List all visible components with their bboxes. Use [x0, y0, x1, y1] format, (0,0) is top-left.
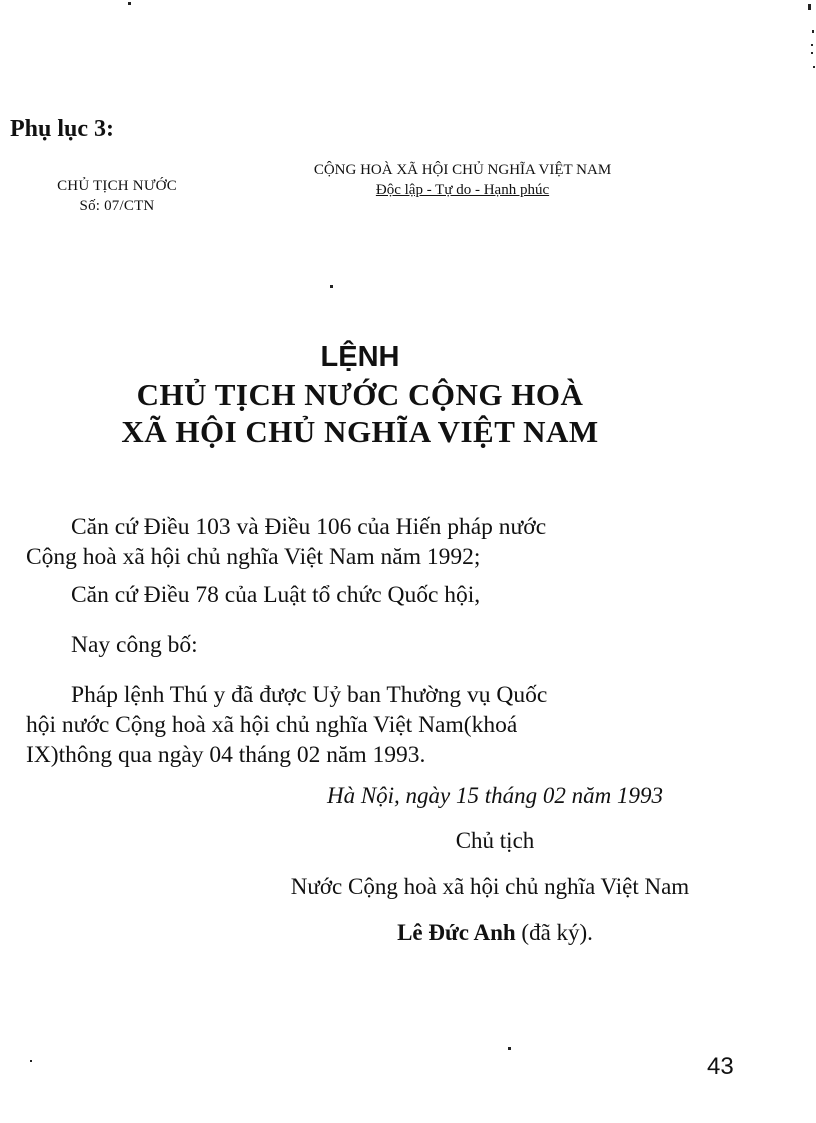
issuer-header: [22, 176, 212, 216]
national-header: [240, 160, 685, 200]
scan-speck: [330, 285, 333, 288]
body-line: Cộng hoà xã hội chủ nghĩa Việt Nam năm 1992;: [26, 544, 481, 570]
scan-speck: [811, 52, 813, 54]
body-paragraph-1: [26, 512, 726, 572]
scan-speck: [128, 2, 131, 5]
body-line: Pháp lệnh Thú y đã được Uỷ ban Thường vụ Quốc: [71, 682, 548, 708]
document-title: [60, 338, 660, 450]
title-line-2: CHỦ TỊCH NƯỚC CỘNG HOÀ: [136, 377, 584, 412]
body-paragraph-2: Căn cứ Điều 78 của Luật tổ chức Quốc hội,: [71, 582, 481, 608]
body-line: Căn cứ Điều 103 và Điều 106 của Hiến pháp nước: [71, 514, 547, 540]
signed-note: (đã ký).: [521, 920, 593, 945]
scan-speck: [813, 66, 815, 68]
issuer-title: CHỦ TỊCH NƯỚC: [57, 178, 177, 194]
signer-organization: Nước Cộng hoà xã hội chủ nghĩa Việt Nam: [290, 874, 690, 899]
scan-speck: [811, 44, 813, 46]
signer-line: [255, 918, 735, 948]
appendix-label: Phụ lục 3:: [10, 116, 115, 142]
body-paragraph-4: [26, 680, 726, 770]
body-line: IX)thông qua ngày 04 tháng 02 năm 1993.: [26, 742, 426, 768]
body-line: hội nước Cộng hoà xã hội chủ nghĩa Việt Nam(khoá: [26, 712, 518, 738]
signer-name: Lê Đức Anh: [397, 920, 516, 945]
title-line-3: XÃ HỘI CHỦ NGHĨA VIỆT NAM: [121, 414, 599, 449]
page-number: 43: [707, 1053, 734, 1080]
country-name: CỘNG HOÀ XÃ HỘI CHỦ NGHĨA VIỆT NAM: [313, 162, 612, 178]
body-paragraph-3: Nay công bố:: [71, 632, 198, 658]
signer-position: Chủ tịch: [455, 828, 535, 853]
national-motto: Độc lập - Tự do - Hạnh phúc: [375, 182, 550, 198]
document-number: Số: 07/CTN: [79, 198, 155, 214]
scan-speck: [808, 4, 811, 10]
title-main: LỆNH: [320, 341, 400, 373]
place-date: Hà Nội, ngày 15 tháng 02 năm 1993: [326, 783, 664, 808]
scan-speck: [508, 1047, 511, 1050]
scan-speck: [812, 30, 814, 33]
scan-speck: [30, 1060, 32, 1062]
